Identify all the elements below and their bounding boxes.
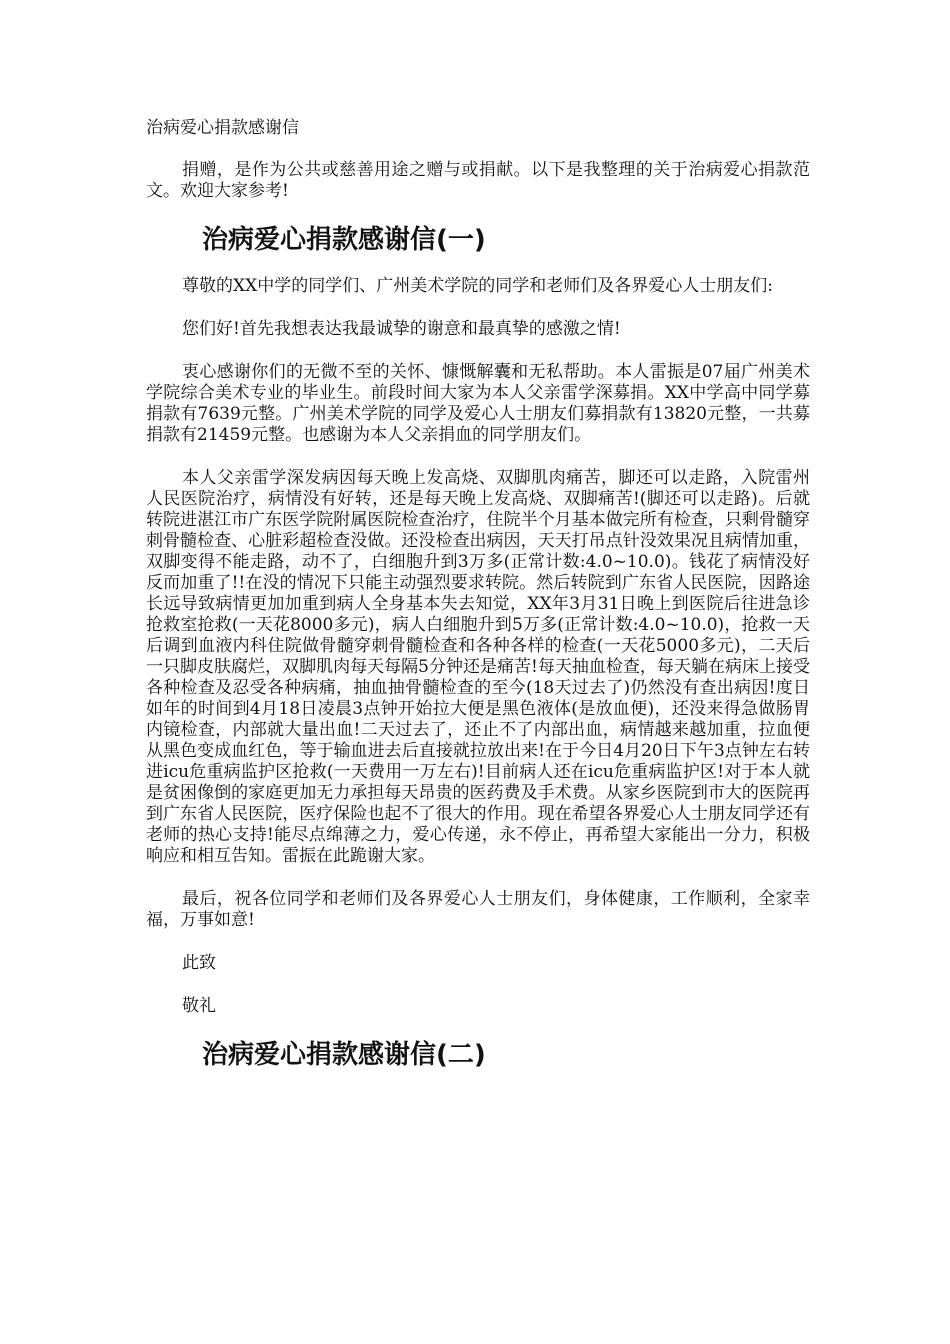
body-paragraph-1: 衷心感谢你们的无微不至的关怀、慷慨解囊和无私帮助。本人雷振是07届广州美术学院综合美术专业的毕业生。前段时间大家为本人父亲雷学深募捐。XX中学高中同学募捐款有7639元整。广州美术学院的同学及爱心人士朋友们募捐款有13820元整，一共募捐款有21459元整。也感谢为本人父亲捐血的同学朋友们。 (146, 362, 810, 445)
document-body (146, 118, 810, 1091)
salutation-paragraph: 尊敬的XX中学的同学们、广州美术学院的同学和老师们及各界爱心人士朋友们: (182, 276, 773, 296)
intro-paragraph: 捐赠，是作为公共或慈善用途之赠与或捐献。以下是我整理的关于治病爱心捐款范文。欢迎大家参考! (146, 160, 810, 201)
document-title: 治病爱心捐款感谢信 (146, 118, 299, 138)
greeting-paragraph: 您们好!首先我想表达我最诚挚的谢意和最真挚的感激之情! (182, 319, 621, 339)
sign-off-ci-zhi: 此致 (182, 953, 216, 973)
section-heading-2: 治病爱心捐款感谢信(二) (202, 1040, 486, 1070)
section-heading-1: 治病爱心捐款感谢信(一) (202, 225, 486, 255)
sign-off-jing-li: 敬礼 (182, 996, 216, 1016)
closing-paragraph: 最后，祝各位同学和老师们及各界爱心人士朋友们，身体健康，工作顺利，全家幸福，万事如意! (146, 889, 810, 930)
body-paragraph-2: 本人父亲雷学深发病因每天晚上发高烧、双脚肌肉痛苦，脚还可以走路，入院雷州人民医院治疗，病情没有好转，还是每天晚上发高烧、双脚痛苦!(脚还可以走路)。后就转院进湛江市广东医学院附属医院检查治疗，住院半个月基本做完所有检查，只剩骨髓穿刺骨髓检查、心脏彩超检查没做。还没检查出病因，天天打吊点针没效果况且病情加重，双脚变得不能走路，动不了，白细胞升到3万多(正常计数:4.0~10.0)。钱花了病情没好反而加重了!!在没的情况下只能主动强烈要求转院。然后转院到广东省人民医院，因路途长远导致病情更加加重到病人全身基本失去知觉，XX年3月31日晚上到医院后往进急诊抢救室抢救(一天花8000多元)，病人白细胞升到5万多(正常计数:4.0~10.0)，抢救一天后调到血液内科住院做骨髓穿刺骨髓检查和各种各样的检查(一天花5000多元)，二天后一只脚皮肤腐烂，双脚肌肉每天每隔5分钟还是痛苦!每天抽血检查，每天躺在病床上接受各种检查及忍受各种病痛，抽血抽骨髓检查的至今(18天过去了)仍然没有查出病因!度日如年的时间到4月18日凌晨3点钟开始拉大便是黑色液体(是放血便)，还没来得急做肠胃内镜检查，内部就大量出血!二天过去了，还止不了内部出血，病情越来越加重，拉血便从黑色变成血红色，等于输血进去后直接就拉放出来!在于今日4月20日下午3点钟左右转进icu危重病监护区抢救(一天费用一万左右)!目前病人还在icu危重病监护区!对于本人就是贫困像倒的家庭更加无力承担每天昂贵的医药费及手术费。从家乡医院到市大的医院再到广东省人民医院，医疗保险也起不了很大的作用。现在希望各界爱心人士朋友同学还有老师的热心支持!能尽点绵薄之力，爱心传递，永不停止，再希望大家能出一分力，积极响应和相互告知。雷振在此跪谢大家。 (146, 468, 810, 866)
